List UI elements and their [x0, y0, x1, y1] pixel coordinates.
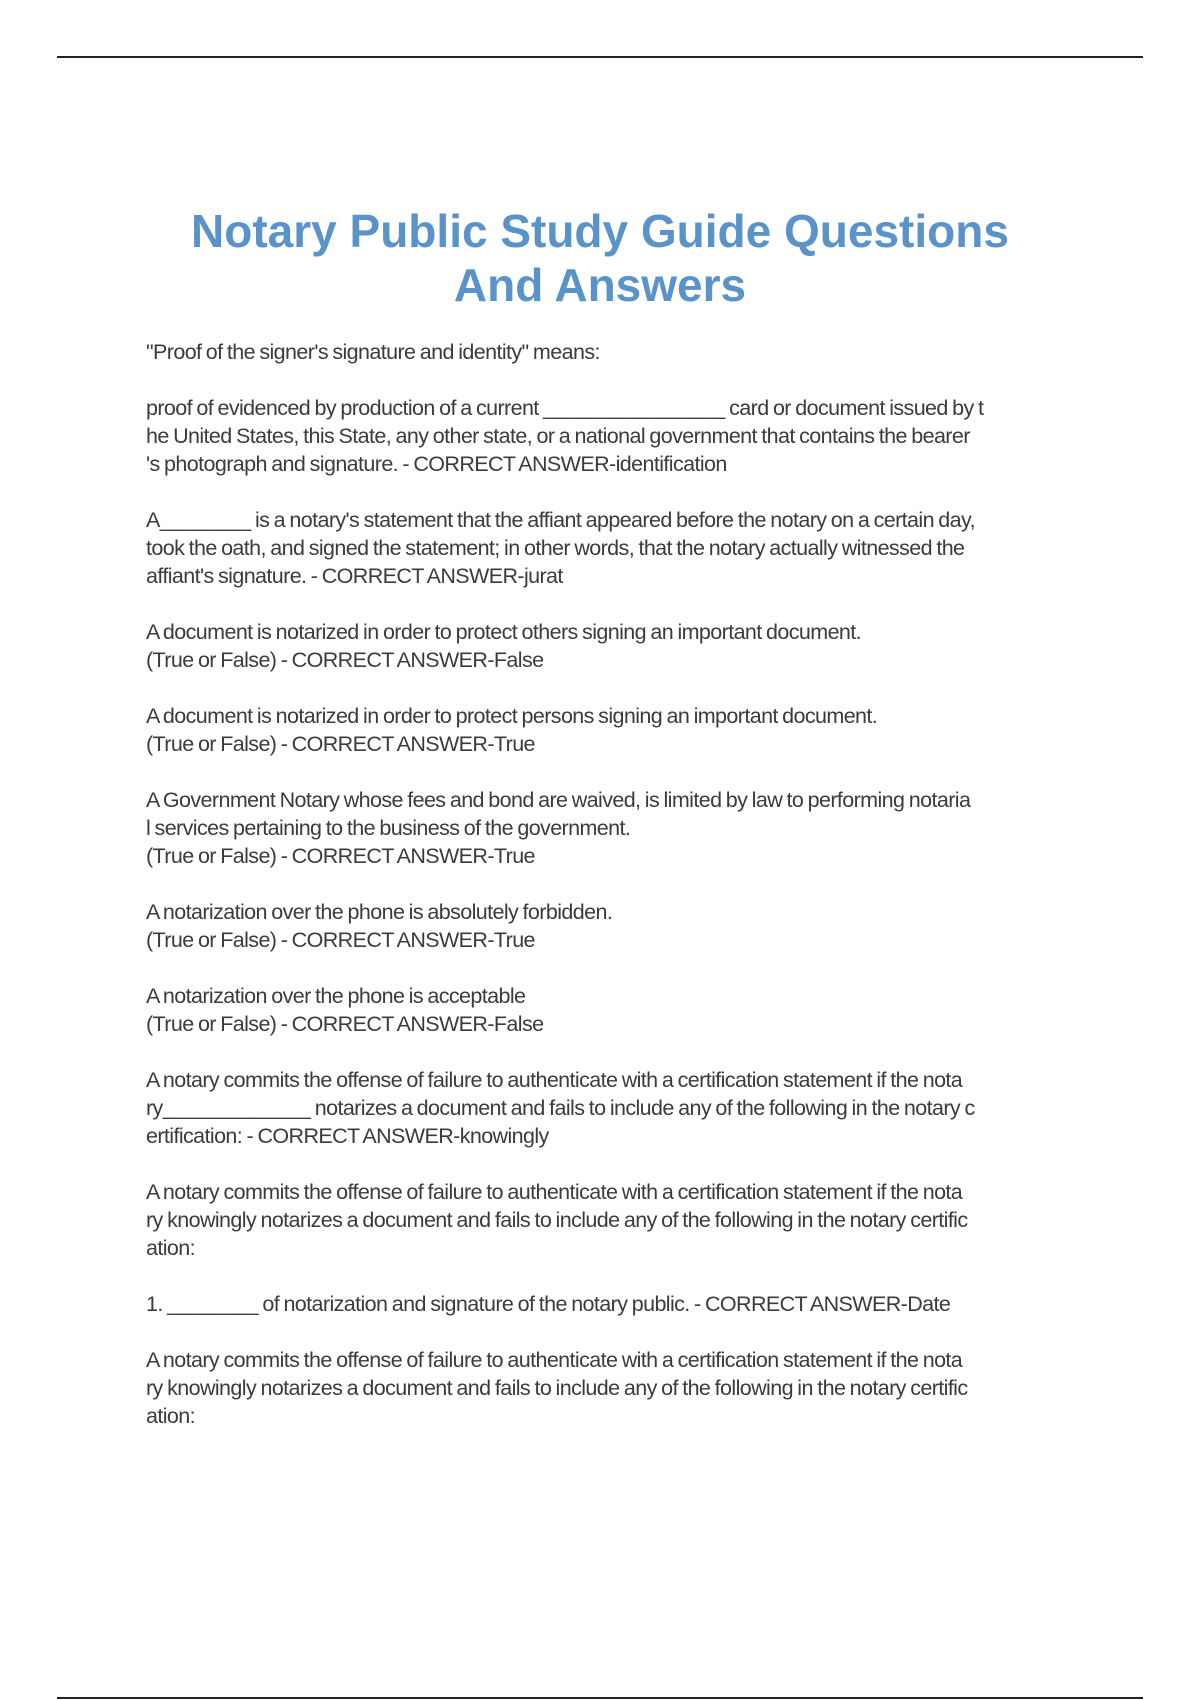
text-line: (True or False) - CORRECT ANSWER-False [146, 1012, 544, 1036]
text-line: ry knowingly notarizes a document and fails to include any of the following in the notary certific [146, 1208, 968, 1232]
text-line: (True or False) - CORRECT ANSWER-True [146, 732, 535, 756]
text-line: A notarization over the phone is acceptable [146, 984, 526, 1008]
qa-paragraph [146, 394, 1092, 478]
qa-paragraph [146, 338, 1092, 366]
qa-paragraph [146, 1346, 1092, 1430]
qa-paragraph [146, 786, 1092, 870]
title-line-1: Notary Public Study Guide Questions [191, 204, 1009, 257]
qa-paragraph [146, 1066, 1092, 1150]
qa-paragraph [146, 618, 1092, 674]
bottom-rule [57, 1697, 1143, 1699]
text-line: A notary commits the offense of failure to authenticate with a certification statement if the nota [146, 1068, 963, 1092]
title-line-2: And Answers [453, 258, 747, 311]
text-line: ertification: - CORRECT ANSWER-knowingly [146, 1124, 549, 1148]
text-line: "Proof of the signer's signature and identity" means: [146, 340, 600, 364]
text-line: (True or False) - CORRECT ANSWER-False [146, 648, 544, 672]
text-line: A document is notarized in order to protect persons signing an important document. [146, 704, 878, 728]
text-line: A Government Notary whose fees and bond are waived, is limited by law to performing notaria [146, 788, 971, 812]
qa-paragraph [146, 898, 1092, 954]
document-title [0, 204, 1200, 312]
qa-paragraph [146, 506, 1092, 590]
qa-paragraph [146, 1178, 1092, 1262]
text-line: A notary commits the offense of failure to authenticate with a certification statement if the nota [146, 1348, 963, 1372]
text-line: took the oath, and signed the statement; in other words, that the notary actually witnessed the [146, 536, 965, 560]
text-line: ation: [146, 1236, 195, 1260]
qa-paragraph [146, 702, 1092, 758]
text-line: 1. ________ of notarization and signature of the notary public. - CORRECT ANSWER-Date [146, 1292, 951, 1316]
text-line: affiant's signature. - CORRECT ANSWER-jurat [146, 564, 563, 588]
text-line: A document is notarized in order to protect others signing an important document. [146, 620, 862, 644]
text-line: l services pertaining to the business of the government. [146, 816, 631, 840]
text-line: (True or False) - CORRECT ANSWER-True [146, 928, 535, 952]
text-line: ry knowingly notarizes a document and fails to include any of the following in the notary certific [146, 1376, 968, 1400]
text-line: A notarization over the phone is absolutely forbidden. [146, 900, 613, 924]
text-line: 's photograph and signature. - CORRECT ANSWER-identification [146, 452, 727, 476]
text-line: he United States, this State, any other state, or a national government that contains the bearer [146, 424, 970, 448]
qa-paragraph [146, 982, 1092, 1038]
document-body [146, 338, 1092, 1458]
text-line: ation: [146, 1404, 195, 1428]
top-rule [57, 56, 1143, 58]
text-line: proof of evidenced by production of a current ________________ card or document issued by t [146, 396, 984, 420]
qa-paragraph [146, 1290, 1092, 1318]
text-line: A notary commits the offense of failure to authenticate with a certification statement if the nota [146, 1180, 963, 1204]
text-line: (True or False) - CORRECT ANSWER-True [146, 844, 535, 868]
text-line: A________ is a notary's statement that the affiant appeared before the notary on a certain day, [146, 508, 975, 532]
text-line: ry_____________ notarizes a document and fails to include any of the following in the notary c [146, 1096, 975, 1120]
